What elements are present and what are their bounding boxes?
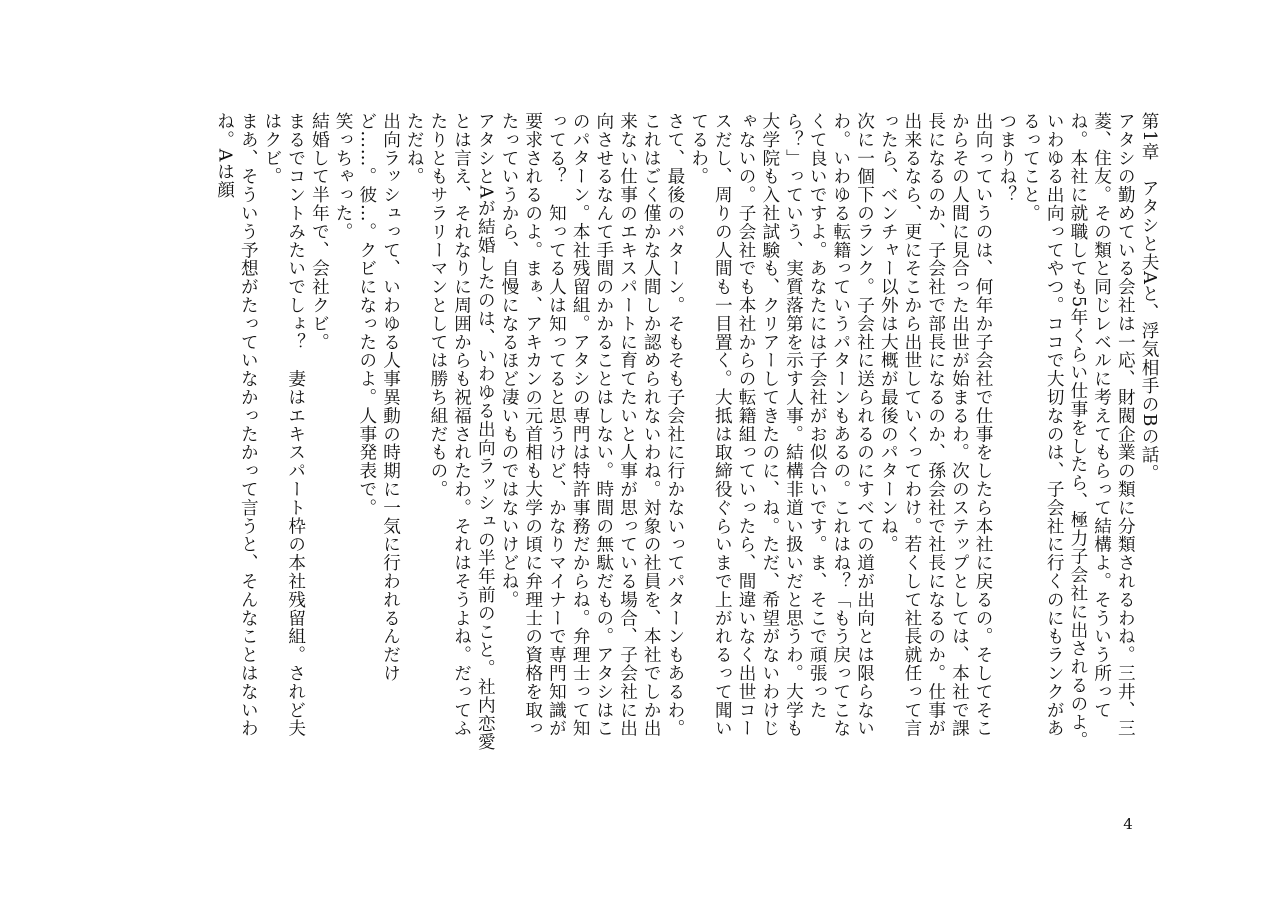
chapter-title: 第1章 アタシと夫Aと、浮気相手のBの話。	[1139, 112, 1159, 483]
paragraph: まあ、そういう予想がたっていなかったかって言うと、そんなことはないわね。Aは顔	[214, 112, 259, 738]
vertical-text-body	[160, 112, 1160, 752]
paragraph: 次に一個下のランク。子会社に送られるのにすべての道が出向とは限らないわ。いわゆる転籍っていうパターンもあるの。これはね？「もう戻ってこなくて良いですよ。あなたには子会社がお似合いです。ま、そこで頑張ったら？」っていう、実質落第を示す人事。結構非道い扱いだと思うわ。大学も大学院も入社試験も、クリアーしてきたのに、ね。ただ、希望がないわけじゃないの。子会社でも本社からの転籍組っていったら、間違いなく出世コースだし、周りの人間も一目置く。大抵は取締役ぐらいまで上がれるって聞いてるわ。	[688, 112, 875, 738]
paragraph: 出向っていうのは、何年か子会社で仕事をしたら本社に戻るの。そしてそこからその人間に見合った出世が始まるわ。次のステップとしては、本社で課長になるのか、子会社で部長になるのか、孫会社で社長になるのか。仕事が出来るなら、更にそこから出世していくってわけ。若くして社長就任って言ったら、ベンチャー以外は大概が最後のパターンね。	[878, 112, 994, 738]
paragraph: アタシの勤めている会社は一応、財閥企業の類に分類されるわね。三井、三菱、住友。その類と同じレベルに考えてもらって結構よ。そういう所ってね。本社に就職しても5年くらい仕事をしたら、極力子会社に出されるのよ。いわゆる出向ってやつ。ココで大切なのは、子会社に行くのにもランクがあるってこと。	[1020, 112, 1136, 750]
paragraph: つまりね？	[996, 112, 1017, 204]
paragraph: 出向ラッシュって、いわゆる人事異動の時期に一気に行われるんだけど……。彼…。クビになったのよ。人事発表で。	[356, 112, 401, 683]
paragraph: 笑っちゃった。	[333, 112, 354, 241]
paragraph: まるでコントみたいでしょ？ 妻はエキスパート枠の本社残留組。されど夫はクビ。	[261, 112, 306, 738]
paragraph: ただね。	[404, 112, 425, 186]
paragraph: 結婚して半年で、会社クビ。	[309, 112, 330, 352]
paragraph: さて、最後のパターン。そもそも子会社に行かないってパターンもあるわ。これはごく僅かな人間しか認められないわね。対象の社員を、本社でしか出来ない仕事のエキスパートに育てたいと人事が思っている場合、子会社に出向させるなんて手間のかかることはしない。時間の無駄だもの。アタシはこのパターン。本社残留組。アタシの専門は特許事務だからね。弁理士って知ってる？ 知ってる人は知ってると思うけど、かなりマイナーで専門知識が要求されるのよ。まぁ、アキカンの元首相も大学の頃に弁理士の資格を取ったっていうから、自慢になるほど凄いものではないけどね。	[499, 112, 685, 738]
paragraph: アタシとAが結婚したのは、いわゆる出向ラッシュの半年前のこと。社内恋愛とは言え、それなりに周囲からも祝福されたわ。それはそうよね。だってふたりともサラリーマンとしては勝ち組だもの。	[427, 112, 496, 752]
page-number: 4	[1123, 815, 1133, 833]
